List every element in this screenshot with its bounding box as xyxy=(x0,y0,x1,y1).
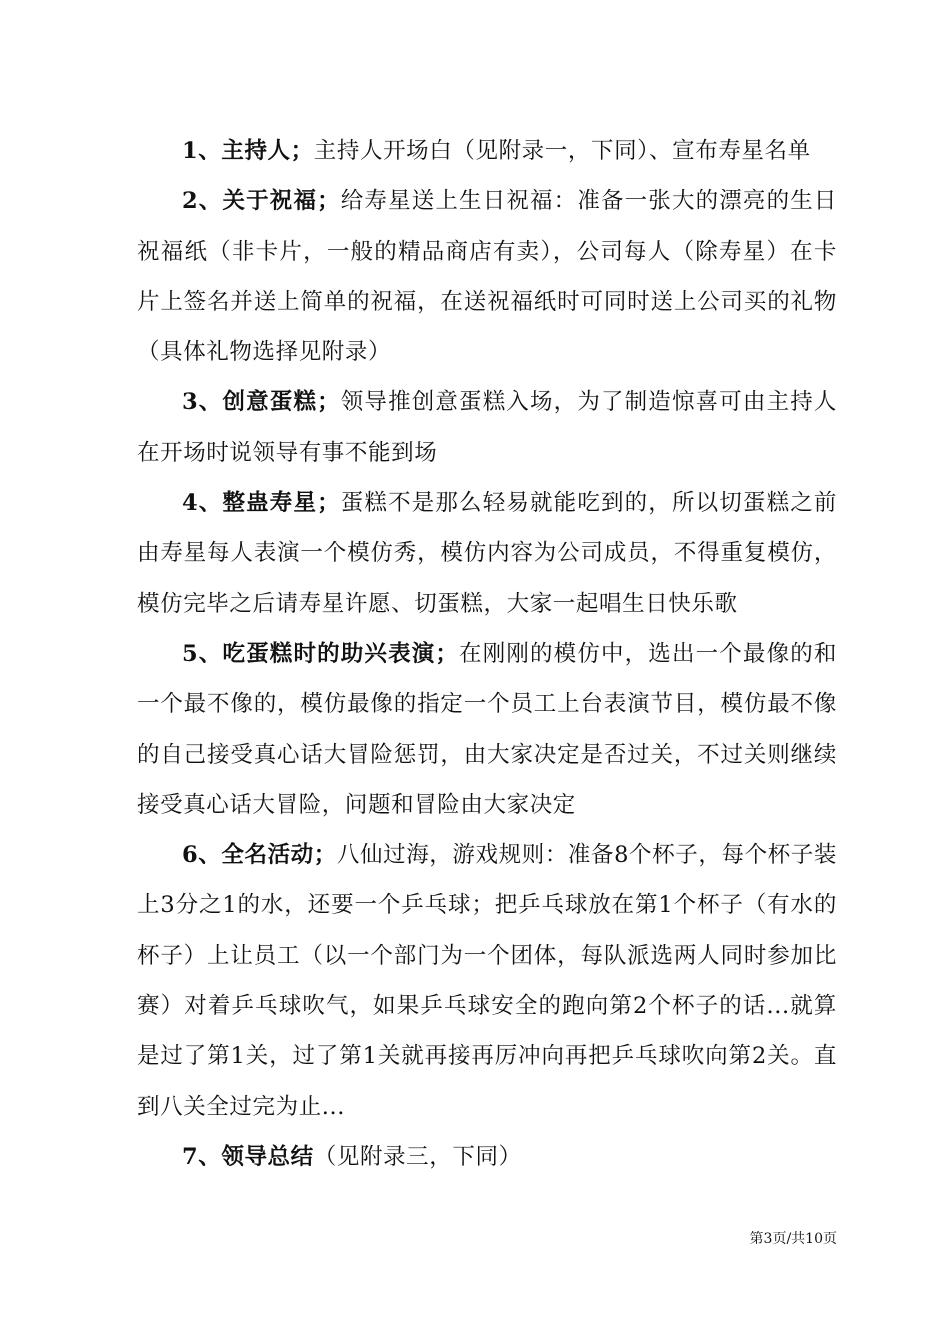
item-text: 在刚刚的模仿中，选出一个最像的和一个最不像的，模仿最像的指定一个员工上台表演节目，模仿最不像的自己接受真心话大冒险惩罚，由大家决定是否过关，不过关则继续接受真心话大冒险，问题和冒险由大家决定 xyxy=(137,640,837,818)
list-item xyxy=(137,629,837,830)
item-label: 5、吃蛋糕时的助兴表演； xyxy=(182,640,459,667)
item-text: （见附录三，下同） xyxy=(313,1143,522,1170)
item-label: 2、关于祝福； xyxy=(182,188,341,215)
item-text: 主持人开场白（见附录一，下同）、宣布寿星名单 xyxy=(313,138,811,164)
item-text: 八仙过海，游戏规则：准备8个杯子，每个杯子装上3分之1的水，还要一个乒乓球；把乒乓球放在第1个杯子（有水的杯子）上让员工（以一个部门为一个团体，每队派选两人同时参加比赛）对着乒乓球吹气，如果乒乓球安全的跑向第2个杯子的话...就算是过了第1关，过了第1关就再接再厉冲向再把乒乓球吹向第2关。直到八关全过完为止... xyxy=(137,842,837,1120)
item-label: 1、主持人； xyxy=(182,138,314,164)
list-item xyxy=(137,478,837,629)
list-item xyxy=(137,830,837,1132)
list-item xyxy=(137,176,837,377)
item-text: 给寿星送上生日祝福：准备一张大的漂亮的生日祝福纸（非卡片，一般的精品商店有卖），公司每人（除寿星）在卡片上签名并送上简单的祝福，在送祝福纸时可同时送上公司买的礼物（具体礼物选择见附录） xyxy=(137,188,837,366)
item-text: 领导推创意蛋糕入场，为了制造惊喜可由主持人在开场时说领导有事不能到场 xyxy=(137,389,837,466)
list-item xyxy=(137,126,837,176)
item-label: 7、领导总结 xyxy=(182,1143,314,1170)
document-body xyxy=(137,126,837,1182)
item-label: 6、全名活动； xyxy=(182,842,337,869)
item-label: 4、整蛊寿星； xyxy=(182,490,341,517)
list-item xyxy=(137,1132,837,1182)
item-label: 3、创意蛋糕； xyxy=(182,389,341,416)
item-text: 蛋糕不是那么轻易就能吃到的，所以切蛋糕之前由寿星每人表演一个模仿秀，模仿内容为公司成员，不得重复模仿，模仿完毕之后请寿星许愿、切蛋糕，大家一起唱生日快乐歌 xyxy=(137,490,837,617)
list-item xyxy=(137,377,837,478)
page-number: 第3页/共10页 xyxy=(749,1231,837,1247)
